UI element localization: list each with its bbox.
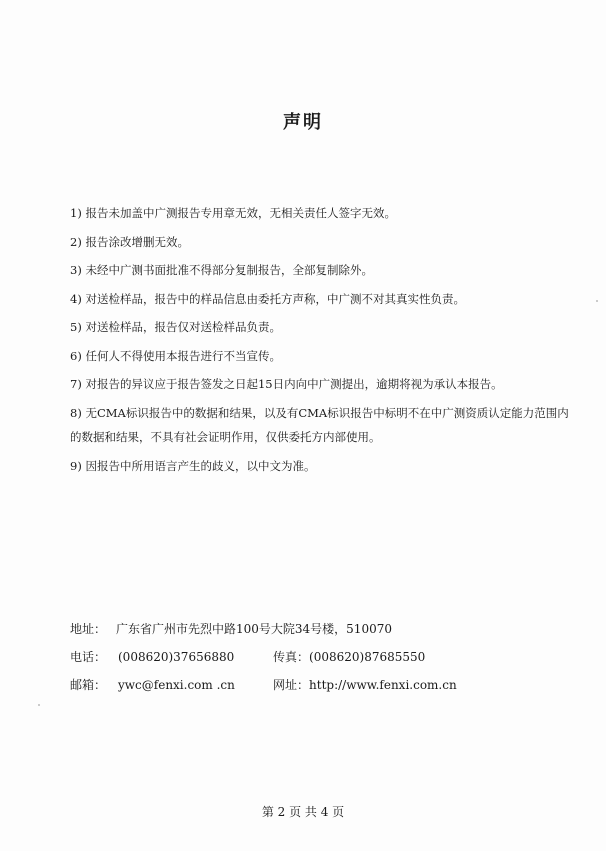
clause-4: 4) 对送检样品，报告中的样品信息由委托方声称，中广测不对其真实性负责。: [70, 291, 465, 306]
website-group: [273, 676, 457, 694]
clause-6: 6) 任何人不得使用本报告进行不当宣传。: [70, 348, 281, 363]
phone-fax-row: [70, 648, 550, 676]
fax-label: 传真：: [273, 650, 310, 664]
clause-1: 1) 报告未加盖中广测报告专用章无效，无相关责任人签字无效。: [70, 206, 396, 220]
clause-9: 9) 因报告中所用语言产生的歧义，以中文为准。: [70, 458, 316, 473]
website-value: http://www.fenxi.com.cn: [309, 678, 457, 692]
email-value: ywc@fenxi.com .cn: [118, 678, 235, 692]
page-number: 第 2 页 共 4 页: [261, 805, 345, 819]
phone-label: 电话：: [70, 650, 107, 664]
clause-8: 8) 无CMA标识报告中的数据和结果，以及有CMA标识报告中标明不在中广测资质认定能力范围内的数据和结果，不具有社会证明作用，仅供委托方内部使用。: [70, 405, 569, 444]
fax-value: (008620)87685550: [309, 650, 426, 664]
phone-value: (008620)37656880: [118, 650, 235, 664]
page-title: 声明: [283, 112, 323, 133]
fax-group: [273, 648, 425, 666]
address-row: [70, 620, 550, 648]
contact-block: [70, 620, 550, 704]
address-label: 地址：: [70, 622, 107, 636]
clause-7: 7) 对报告的异议应于报告签发之日起15日内向中广测提出，逾期将视为承认本报告。: [70, 377, 503, 391]
email-label: 邮箱：: [70, 678, 107, 692]
clause-3: 3) 未经中广测书面批准不得部分复制报告，全部复制除外。: [70, 263, 373, 277]
scan-speck: [38, 704, 40, 706]
address-value: 广东省广州市先烈中路100号大院34号楼，510070: [116, 622, 392, 636]
scan-speck: [596, 300, 598, 302]
statement-clauses: [70, 206, 570, 487]
website-label: 网址：: [273, 678, 310, 692]
clause-5: 5) 对送检样品，报告仅对送检样品负责。: [70, 320, 281, 334]
email-website-row: [70, 676, 550, 704]
clause-2: 2) 报告涂改增删无效。: [70, 234, 189, 249]
